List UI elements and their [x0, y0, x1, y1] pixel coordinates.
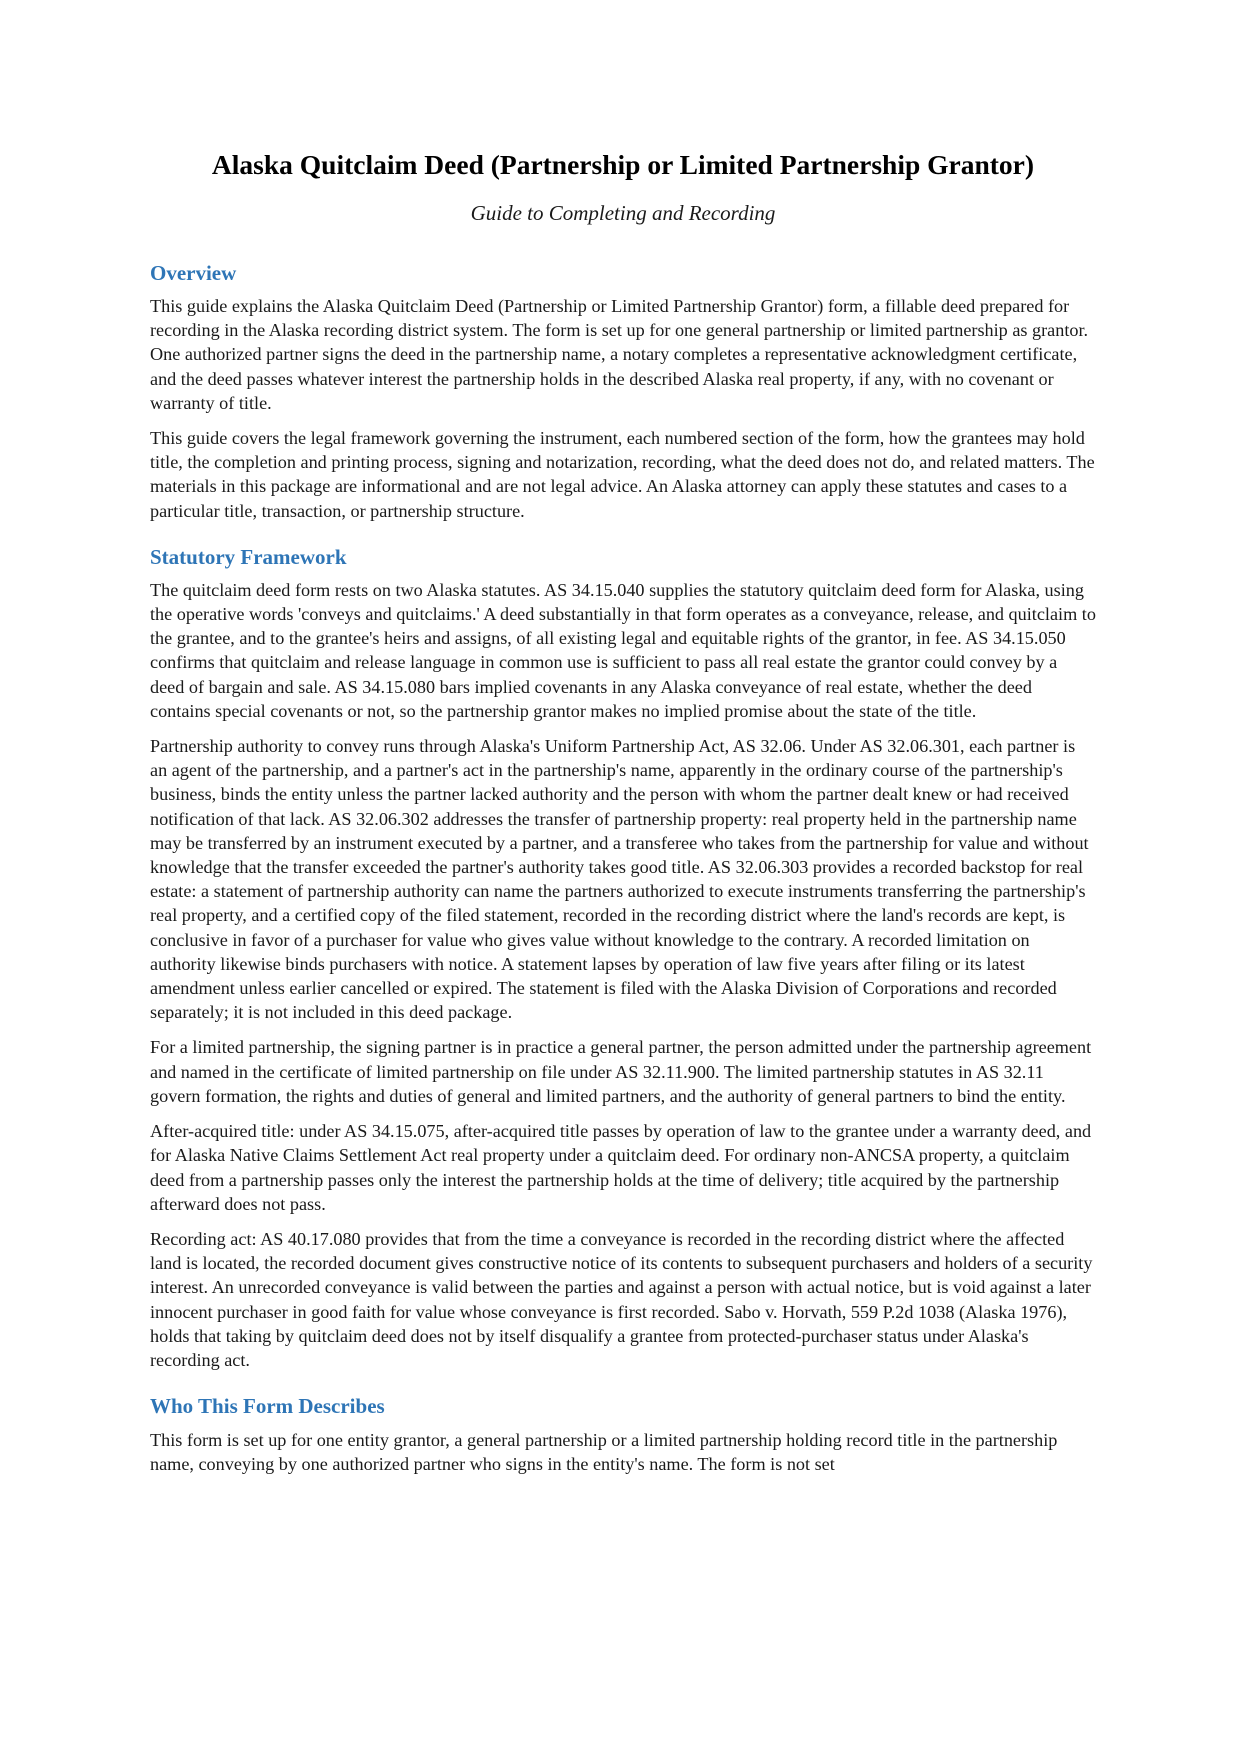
- document-title: Alaska Quitclaim Deed (Partnership or Limited Partnership Grantor): [211, 149, 1035, 180]
- paragraph: This guide covers the legal framework governing the instrument, each numbered section of the form, how the grantees may hold title, the completion and printing process, signing and notarization, recording, what the deed does not do, and related matters. The materials in this package are informational and are not legal advice. An Alaska attorney can apply these statutes and cases to a particular title, transaction, or partnership structure.: [150, 428, 1095, 521]
- paragraph: Partnership authority to convey runs through Alaska's Uniform Partnership Act, AS 32.06. Under AS 32.06.301, each partner is an agent of the partnership, and a partner's act in the partnership's name, apparently in the ordinary course of the partnership's business, binds the entity unless the partner lacked authority and the person with whom the partner dealt knew or had received notification of that lack. AS 32.06.302 addresses the transfer of partnership property: real property held in the partnership name may be transferred by an instrument executed by a partner, and a transferee who takes from the partnership for value and without knowledge that the transfer exceeded the partner's authority takes good title. AS 32.06.303 provides a recorded backstop for real estate: a statement of partnership authority can name the partners authorized to execute instruments transferring the partnership's real property, and a certified copy of the filed statement, recorded in the recording district where the land's records are kept, is conclusive in favor of a purchaser for value who gives value without knowledge to the contrary. A recorded limitation on authority likewise binds purchasers with notice. A statement lapses by operation of law five years after filing or its latest amendment unless earlier cancelled or expired. The statement is filed with the Alaska Division of Corporations and recorded separately; it is not included in this deed package.: [150, 736, 1089, 1023]
- section-statutory-framework: [150, 544, 1096, 1372]
- section-who-this-form-describes: [150, 1393, 1096, 1476]
- section-heading: Statutory Framework: [150, 544, 347, 569]
- paragraph: This form is set up for one entity grantor, a general partnership or a limited partnership holding record title in the partnership name, conveying by one authorized partner who signs in the entity's name. The form is not set: [150, 1430, 1058, 1475]
- paragraph: The quitclaim deed form rests on two Alaska statutes. AS 34.15.040 supplies the statutory quitclaim deed form for Alaska, using the operative words 'conveys and quitclaims.' A deed substantially in that form operates as a conveyance, release, and quitclaim to the grantee, and to the grantee's heirs and assigns, of all existing legal and equitable rights of the grantor, in fee. AS 34.15.050 confirms that quitclaim and release language in common use is sufficient to pass all real estate the grantor could convey by a deed of bargain and sale. AS 34.15.080 bars implied covenants in any Alaska conveyance of real estate, whether the deed contains special covenants or not, so the partnership grantor makes no implied promise about the state of the title.: [150, 579, 1096, 721]
- section-heading: Who This Form Describes: [150, 1394, 385, 1419]
- paragraph: Recording act: AS 40.17.080 provides that from the time a conveyance is recorded in the recording district where the affected land is located, the recorded document gives constructive notice of its contents to subsequent purchasers and holders of a security interest. An unrecorded conveyance is valid between the parties and against a person with actual notice, but is void against a later innocent purchaser in good faith for value whose conveyance is first recorded. Sabo v. Horvath, 559 P.2d 1038 (Alaska 1976), holds that taking by quitclaim deed does not by itself disqualify a grantee from protected-purchaser status under Alaska's recording act.: [150, 1228, 1093, 1370]
- section-overview: [150, 260, 1096, 523]
- paragraph: This guide explains the Alaska Quitclaim Deed (Partnership or Limited Partnership Grantor) form, a fillable deed prepared for recording in the Alaska recording district system. The form is set up for one general partnership or limited partnership as grantor. One authorized partner signs the deed in the partnership name, a notary completes a representative acknowledgment certificate, and the deed passes whatever interest the partnership holds in the described Alaska real property, if any, with no covenant or warranty of title.: [150, 296, 1089, 413]
- document-subtitle: Guide to Completing and Recording: [470, 201, 776, 225]
- paragraph: For a limited partnership, the signing partner is in practice a general partner, the person admitted under the partnership agreement and named in the certificate of limited partnership on file under AS 32.11.900. The limited partnership statutes in AS 32.11 govern formation, the rights and duties of general and limited partners, and the authority of general partners to bind the entity.: [150, 1037, 1092, 1106]
- document-page: [150, 148, 1096, 1477]
- section-heading: Overview: [150, 261, 237, 285]
- paragraph: After-acquired title: under AS 34.15.075, after-acquired title passes by operation of law to the grantee under a warranty deed, and for Alaska Native Claims Settlement Act real property under a quitclaim deed. For ordinary non-ANCSA property, a quitclaim deed from a partnership passes only the interest the partnership holds at the time of delivery; title acquired by the partnership afterward does not pass.: [150, 1121, 1092, 1214]
